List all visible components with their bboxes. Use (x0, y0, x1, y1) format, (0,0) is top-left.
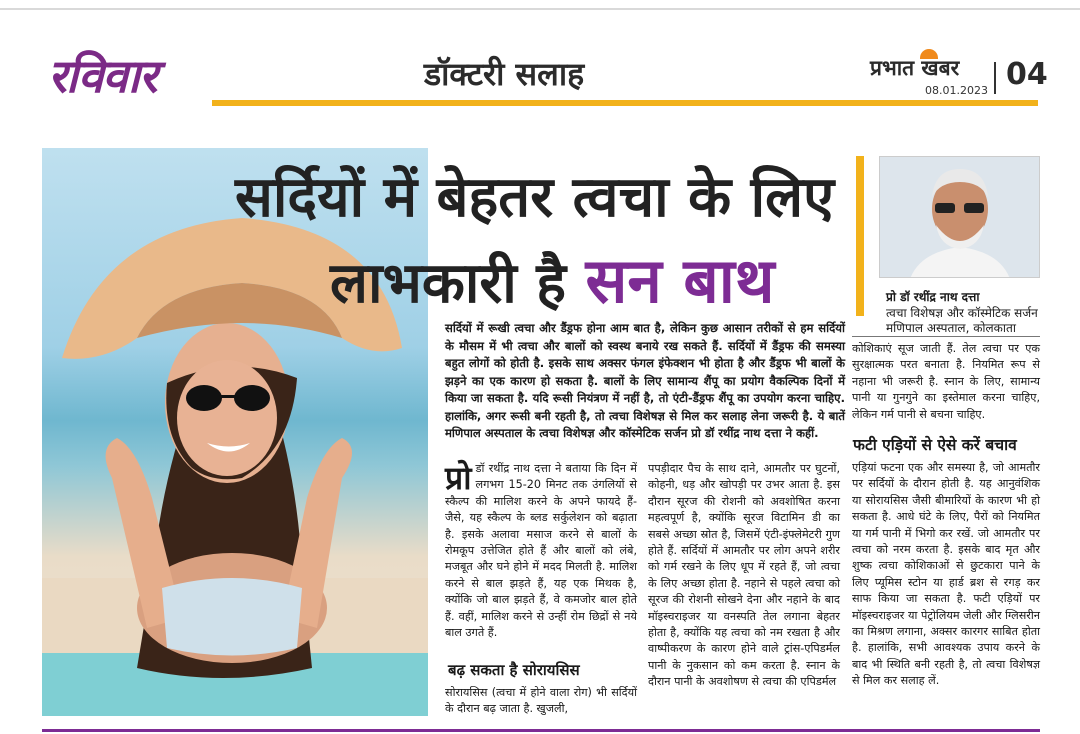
column-1 (445, 461, 637, 641)
column-3-top: कोशिकाएं सूज जाती हैं. तेल त्वचा पर एक सुरक्षात्मक परत बनाता है. नियमित रूप से नहाना भी जरूरी है. स्नान के लिए, सामान्य पानी या गुनगुने का इस्तेमाल करना चाहिए, लेकिन गर्म पानी से बचना चाहिए. (852, 342, 1040, 421)
top-divider (0, 8, 1080, 10)
column-2: पपड़ीदार पैच के साथ दाने, आमतौर पर घुटनों, कोहनी, धड़ और खोपड़ी पर उभर आता है. इस दौरान सूरज की रोशनी को अवशोषित करना महत्वपूर्ण है, क्योंकि सूरज विटामिन डी का सबसे अच्छा स्रोत है, जिसमें एंटी-इंफ्लेमेटरी गुण होते हैं. सर्दियों में आमतौर पर लोग अपने शरीर को गर्म रखने के लिए धूप में रहते हैं, जो त्वचा के लिए अच्छा होता है. नहाने से पहले त्वचा को सूरज की रोशनी सोखने देना और नहाने के बाद मॉइस्चराइजर या वनस्पति तेल लगाना बेहतर होता है, क्योंकि यह त्वचा को नम रखता है और वाष्पीकरण के कारण होने वाले ट्रांस-एपिडर्मल पानी के नुकसान को कम करता है. स्नान के दौरान पानी के अवशोषण से त्वचा की एपिडर्मल (648, 462, 840, 689)
dropcap: प्रो (445, 459, 472, 497)
expert-role: त्वचा विशेषज्ञ और कॉस्मेटिक सर्जन (886, 306, 1038, 320)
doctor-portrait-illustration (880, 157, 1040, 278)
brand-name: प्रभात खबर (870, 56, 960, 80)
page-number: 04 (1006, 57, 1048, 92)
woman-in-sunhat-illustration (42, 148, 428, 716)
brand-separator (994, 62, 996, 94)
expert-portrait (879, 156, 1040, 278)
caption-divider (852, 336, 1040, 337)
expert-accent-bar (856, 156, 864, 316)
header-rule (212, 100, 1038, 106)
headline-line-2 (330, 237, 775, 321)
expert-hospital: मणिपाल अस्पताल, कोलकाता (886, 321, 1016, 335)
bottom-rule (42, 729, 1040, 732)
headline-line-1: सर्दियों में बेहतर त्वचा के लिए (235, 165, 835, 230)
headline-highlight: सन बाथ (585, 244, 775, 317)
column-1-continued: सोरायसिस (त्वचा में होने वाला रोग) भी सर्दियों के दौरान बढ़ जाता है. खुजली, (445, 686, 637, 716)
column-3-bottom: एड़ियां फटना एक और समस्या है, जो आमतौर पर सर्दियों के दौरान होती है. यह आनुवंशिक या सोरायसिस जैसी बीमारियों के कारण भी हो सकता है. आधे घंटे के लिए, पैरों को नियमित या गर्म पानी में भिगो कर रखें. जो आमतौर पर त्वचा को नरम करता है. इसके बाद मृत और शुष्क त्वचा कोशिकाओं से छुटकारा पाने के लिए प्यूमिस स्टोन या हार्ड ब्रश से रगड़ कर साफ किया जा सकता है. फटी एड़ियों पर मॉइस्चराइजर या पेट्रोलियम जेली और ग्लिसरीन का मिश्रण लगाना, अक्सर कारगर साबित होता है. हालांकि, सभी आवश्यक उपाय करने के बाद भी स्थिति बनी रहती है, तो त्वचा विशेषज्ञ से मिल कर सलाह लें. (852, 461, 1040, 688)
issue-date: 08.01.2023 (925, 84, 988, 97)
expert-name: प्रो डॉ रथींद्र नाथ दत्ता (886, 290, 980, 304)
intro-paragraph: सर्दियों में रूखी त्वचा और डैंड्रफ होना आम बात है, लेकिन कुछ आसान तरीकों से हम सर्दियों के मौसम में भी त्वचा और बालों को स्वस्थ बनाये रख सकते हैं. सर्दियों में डैंड्रफ की समस्या बहुत लोगों को होती है. इसके साथ अक्सर फंगल इंफेक्शन भी होता है और डैंड्रफ भी बालों के झड़ने का एक कारण हो सकता है. बालों के लिए सामान्य शैंपू का प्रयोग वैकल्पिक दिनों में किया जा सकता है. यदि रूसी नियंत्रण में नहीं है, तो एंटी-डैंड्रफ शैंपू का उपयोग करना चाहिए. हालांकि, अगर रूसी बनी रहती है, तो त्वचा विशेषज्ञ से मिल कर सलाह लेना जरूरी है. ये बातें मणिपाल अस्पताल के त्वचा विशेषज्ञ और कॉस्मेटिक सर्जन प्रो डॉ रथींद्र नाथ दत्ता ने कहीं. (445, 321, 845, 440)
sunbath-photo (42, 148, 428, 716)
headline-prefix: लाभकारी है (330, 251, 566, 316)
column-1-text: डॉ रथींद्र नाथ दत्ता ने बताया कि दिन में लगभग 15-20 मिनट तक उंगलियों से स्कैल्प की मालिश करने के अपने फायदे हैं- जैसे, यह स्कैल्प के ब्लड सर्कुलेशन को बढ़ाता है. इसके अलावा मसाज करने से बालों के रोमकूप उत्तेजित होते हैं और बालों को लंबे, मजबूत और घने होने में मदद मिलती है. मालिश करने से बाल झड़ते हैं, यह एक मिथक है, क्योंकि जो बाल झड़ते हैं, वे कमजोर बाल होते हैं. वहीं, मालिश करने से उन्हीं रोम छिद्रों से नये बाल उगते हैं. (445, 462, 637, 640)
subheading-cracked-heels: फटी एड़ियों से ऐसे करें बचाव (853, 436, 1017, 454)
page-heading: डॉक्टरी सलाह (424, 55, 585, 93)
subheading-psoriasis: बढ़ सकता है सोरायसिस (448, 661, 580, 679)
section-logo: रविवार (48, 49, 157, 103)
